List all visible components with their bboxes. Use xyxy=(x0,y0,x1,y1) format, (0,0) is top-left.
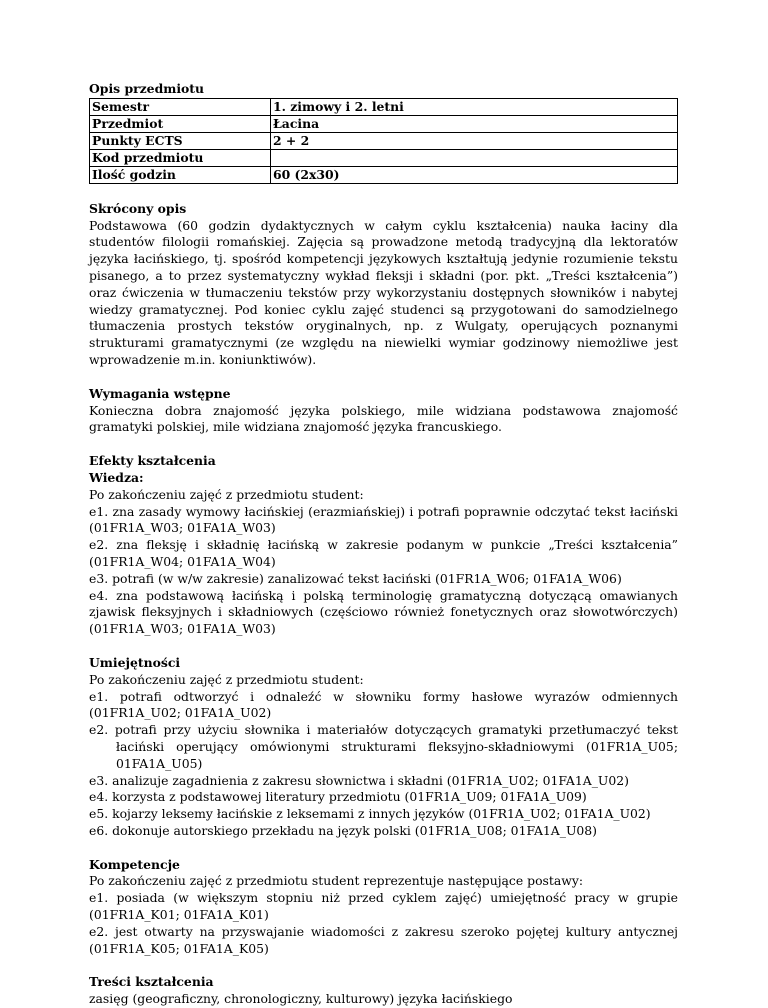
table-row xyxy=(90,149,678,166)
course-info-table xyxy=(89,98,678,184)
section-heading: Kompetencje xyxy=(89,856,180,872)
info-heading: Opis przedmiotu xyxy=(89,81,205,96)
table-label: Semestr xyxy=(90,98,271,115)
section-heading: Skrócony opis xyxy=(89,200,187,216)
list-item: e2. zna fleksję i składnię łacińską w zakresie podanym w punkcie „Treści kształcenia” (01FR1A_W04; 01FA1A_W04) xyxy=(89,537,678,569)
requirements-text: Konieczna dobra znajomość języka polskiego, mile widziana podstawowa znajomość gramatyki polskiej, mile widziana znajomość języka francuskiego. xyxy=(89,402,678,435)
table-label: Przedmiot xyxy=(90,115,271,132)
table-row xyxy=(90,132,678,149)
section-heading: Treści kształcenia xyxy=(89,974,214,990)
skills-section xyxy=(89,655,678,840)
list-item: e3. potrafi (w w/w zakresie) zanalizować tekst łaciński (01FR1A_W06; 01FA1A_W06) xyxy=(89,570,622,586)
table-value: 2 + 2 xyxy=(271,132,678,149)
subsection-heading: Wiedza: xyxy=(89,469,144,485)
list-item: e4. korzysta z podstawowej literatury przedmiotu (01FR1A_U09; 01FA1A_U09) xyxy=(89,789,587,805)
list-item: e2. jest otwarty na przyswajanie wiadomości z zakresu szeroko pojętej kultury antycznej (01FR1A_K05; 01FA1A_K05) xyxy=(89,923,678,956)
list-item: e4. zna podstawową łacińską i polską terminologię gramatyczną dotyczącą omawianych zjawisk fleksyjnych i składniowych (częściowo również fonetycznych oraz słowotwórczych) (01FR1A_W03; 01FA1A_W03) xyxy=(89,587,678,637)
section-heading: Wymagania wstępne xyxy=(89,385,231,401)
table-row xyxy=(90,166,678,183)
section-heading: Efekty kształcenia xyxy=(89,453,216,469)
list-item: e3. analizuje zagadnienia z zakresu słownictwa i składni (01FR1A_U02; 01FA1A_U02) xyxy=(89,772,629,788)
list-item: e5. kojarzy leksemy łacińskie z leksemami z innych języków (01FR1A_U02; 01FA1A_U02) xyxy=(89,806,651,822)
list-item: e2. potrafi przy użyciu słownika i materiałów dotyczących gramatyki przetłumaczyć tekst łaciński operujący omówionymi strukturami fleksyjno-składniowymi (01FR1A_U05; 01FA1A_U05) xyxy=(89,722,678,771)
table-label: Ilość godzin xyxy=(90,166,271,183)
summary-text: Podstawowa (60 godzin dydaktycznych w całym cyklu kształcenia) nauka łaciny dla studentów filologii romańskiej. Zajęcia są prowadzone metodą tradycyjną dla lektoratów języka łacińskiego, tj. spośród kompetencji językowych kształtują jedynie rozumienie tekstu pisanego, a to przez systematyczny wykład fleksji i składni (por. pkt. „Treści kształcenia”) oraz ćwiczenia w tłumaczeniu tekstów przy wykorzystaniu dostępnych słowników i nabytej wiedzy gramatycznej. Pod koniec cyklu zajęć studenci są przygotowani do samodzielnego tłumaczenia prostych tekstów oryginalnych, np. z Wulgaty, operujących poznanymi strukturami gramatycznymi (ze względu na niewielki wymiar godzinowy niemożliwe jest wprowadzenie m.in. koniunktiwów). xyxy=(89,217,678,367)
table-value: 1. zimowy i 2. letni xyxy=(271,98,678,115)
table-value: Łacina xyxy=(271,115,678,132)
content-text: zasięg (geograficzny, chronologiczny, kulturowy) języka łacińskiego xyxy=(89,991,513,1007)
table-row xyxy=(90,115,678,132)
content-section xyxy=(89,974,678,1008)
requirements-section xyxy=(89,386,678,436)
section-heading: Umiejętności xyxy=(89,654,181,670)
summary-section xyxy=(89,201,678,369)
competences-section xyxy=(89,857,678,958)
table-value xyxy=(271,149,678,166)
outcomes-section xyxy=(89,453,678,638)
table-label: Kod przedmiotu xyxy=(90,149,271,166)
list-item: e1. potrafi odtworzyć i odnaleźć w słowniku formy hasłowe wyrazów odmiennych (01FR1A_U02; 01FA1A_U02) xyxy=(89,688,678,721)
table-label: Punkty ECTS xyxy=(90,132,271,149)
table-value: 60 (2x30) xyxy=(271,166,678,183)
intro-text: Po zakończeniu zajęć z przedmiotu student reprezentuje następujące postawy: xyxy=(89,873,584,889)
intro-text: Po zakończeniu zajęć z przedmiotu student: xyxy=(89,486,364,502)
table-row xyxy=(90,98,678,115)
list-item: e1. posiada (w większym stopniu niż przed cyklem zajęć) umiejętność pracy w grupie (01FR1A_K01; 01FA1A_K01) xyxy=(89,890,678,923)
list-item: e6. dokonuje autorskiego przekładu na język polski (01FR1A_U08; 01FA1A_U08) xyxy=(89,822,597,838)
list-item: e1. zna zasady wymowy łacińskiej (erazmiańskiej) i potrafi poprawnie odczytać tekst łaciński (01FR1A_W03; 01FA1A_W03) xyxy=(89,503,678,536)
intro-text: Po zakończeniu zajęć z przedmiotu student: xyxy=(89,671,364,687)
